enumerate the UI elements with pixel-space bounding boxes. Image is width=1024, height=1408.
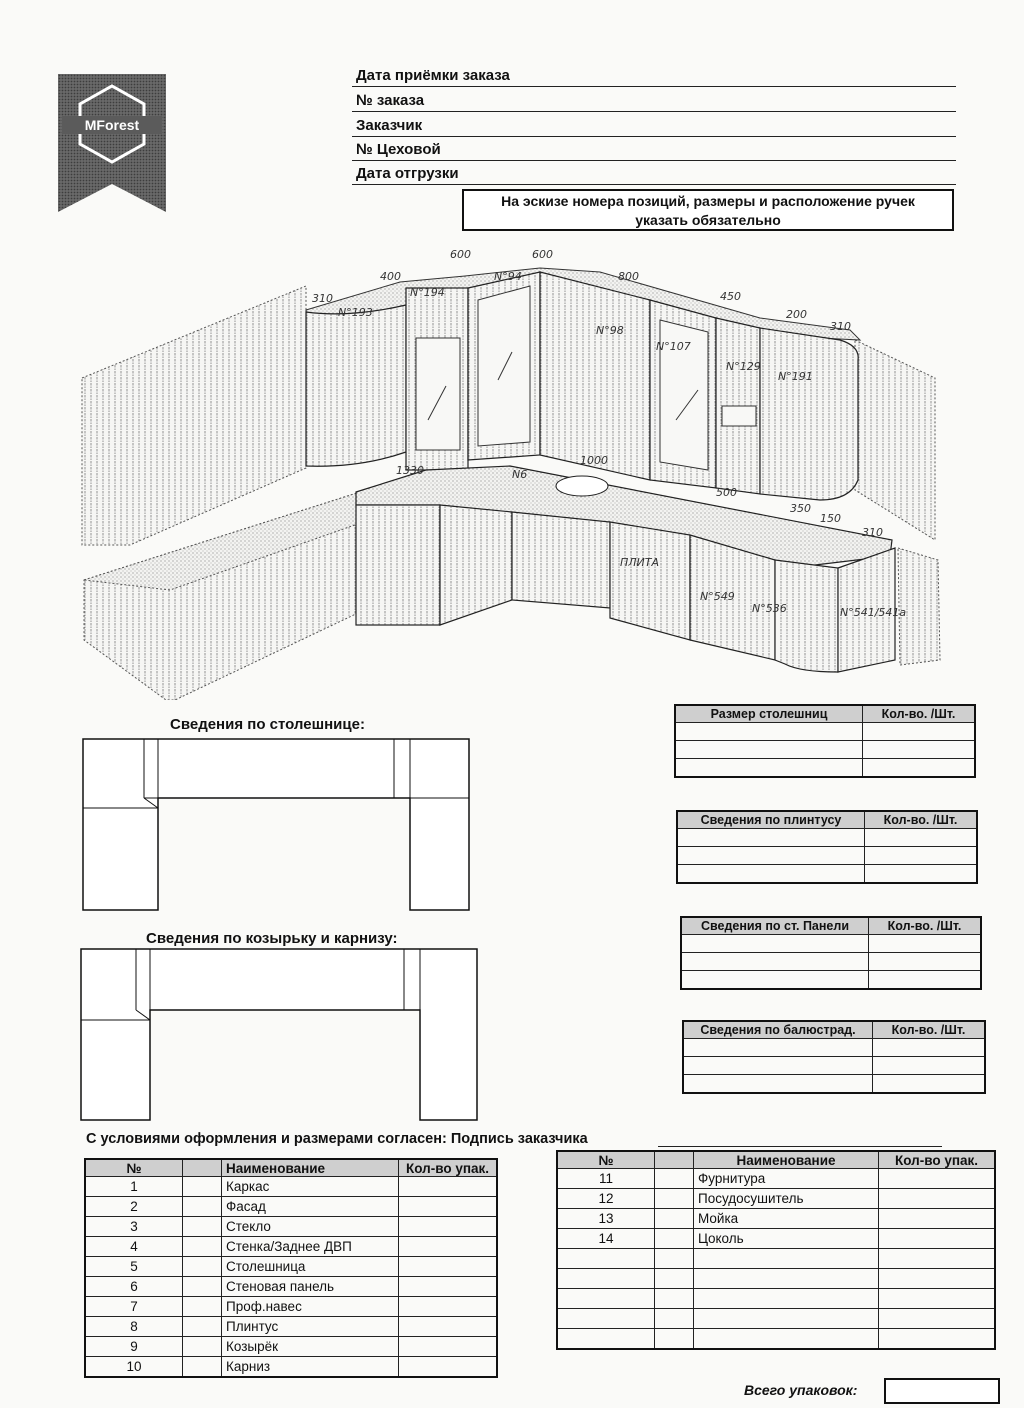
upper-corner-right (760, 328, 858, 500)
table-row (557, 1309, 995, 1329)
visor-diagram (80, 948, 480, 1122)
logo-text: MForest (84, 117, 140, 133)
upper-dim-label: 400 (380, 270, 401, 283)
lower-item-label: N6 (512, 468, 528, 481)
table-row: 12 Посудосушитель (557, 1189, 995, 1209)
wall-panel-table: Сведения по ст. Панели Кол-во. /Шт. (680, 916, 982, 990)
upper-dim-label: 200 (786, 308, 807, 321)
upper-dim-label: 800 (618, 270, 639, 283)
table-row: 6 Стеновая панель (85, 1277, 497, 1297)
upper-item-label: N°107 (656, 340, 691, 353)
lower-dim-label: 1000 (580, 454, 608, 467)
upper-dim-label: 450 (720, 290, 741, 303)
upper-item-label: N°129 (726, 360, 761, 373)
skirting-table: Сведения по плинтусу Кол-во. /Шт. (676, 810, 978, 884)
countertop-section-title: Сведения по столешнице: (170, 716, 365, 733)
customer-field[interactable]: Заказчик (352, 112, 956, 137)
sink (556, 476, 608, 496)
balustrade-table: Сведения по балюстрад. Кол-во. /Шт. (682, 1020, 986, 1094)
lower-dim-label: 1330 (396, 464, 424, 477)
upper-dim-label: 600 (450, 248, 471, 261)
table-row: 2 Фасад (85, 1197, 497, 1217)
table-row: 8 Плинтус (85, 1317, 497, 1337)
customer-signature-label: С условиями оформления и размерами согласен: Подпись заказчика (86, 1131, 588, 1147)
lower-dim-label: 500 (716, 486, 737, 499)
upper-dim-label: 310 (830, 320, 851, 333)
lower-dim-label: 150 (820, 512, 841, 525)
table-row (557, 1329, 995, 1350)
lower-dim-label: 350 (790, 502, 811, 515)
lower-dim-label: 310 (862, 526, 883, 539)
packages-table-right: № Наименование Кол-во упак. 11 Фурнитура 12 Посудосушитель 13 Мойка 14 Цоколь (556, 1150, 996, 1350)
customer-signature-line[interactable] (658, 1146, 942, 1147)
total-packages-label: Всего упаковок: (744, 1382, 858, 1398)
upper-item-label: N°94 (494, 270, 522, 283)
left-wall-upper-cabinets (82, 286, 306, 545)
workshop-number-field[interactable]: № Цеховой (352, 136, 956, 161)
lower-item-label: N°549 (700, 590, 735, 603)
lower-item-label: ПЛИТА (620, 556, 660, 569)
lower-item-label: N°536 (752, 602, 787, 615)
upper-item-label: N°194 (410, 286, 445, 299)
table-row: 13 Мойка (557, 1209, 995, 1229)
kitchen-sketch (0, 0, 1024, 700)
countertop-size-table: Размер столешниц Кол-во. /Шт. (674, 704, 976, 778)
table-row: 9 Козырёк (85, 1337, 497, 1357)
table-row: 1 Каркас (85, 1177, 497, 1197)
order-number-field[interactable]: № заказа (352, 87, 956, 112)
table-row: 7 Проф.навес (85, 1297, 497, 1317)
table-row: 14 Цоколь (557, 1229, 995, 1249)
countertop-diagram (82, 738, 472, 912)
table-row (557, 1269, 995, 1289)
table-row (557, 1249, 995, 1269)
order-receipt-date-field[interactable]: Дата приёмки заказа (352, 62, 956, 87)
table-row: 3 Стекло (85, 1217, 497, 1237)
upper-item-label: N°193 (338, 306, 373, 319)
total-packages-field[interactable] (884, 1378, 1000, 1404)
table-row: 11 Фурнитура (557, 1169, 995, 1189)
table-row: 4 Стенка/Заднее ДВП (85, 1237, 497, 1257)
table-row: 5 Столешница (85, 1257, 497, 1277)
lower-item-label: N°541/541а (840, 606, 907, 619)
table-row: 10 Карниз (85, 1357, 497, 1378)
upper-item-label: N°191 (778, 370, 813, 383)
table-row (557, 1289, 995, 1309)
upper-corner-left (306, 305, 406, 466)
visor-section-title: Сведения по козырьку и карнизу: (146, 930, 398, 947)
upper-item-label: N°98 (596, 324, 624, 337)
sketch-notice: На эскизе номера позиций, размеры и расположение ручек указать обязательно (462, 189, 954, 231)
shipping-date-field[interactable]: Дата отгрузки (352, 160, 956, 185)
upper-dim-label: 310 (312, 292, 333, 305)
packages-table-left: № Наименование Кол-во упак. 1 Каркас 2 Фасад 3 Стекло 4 Стенка/Заднее ДВП 5 Столешница 6 Стеновая панель 7 Проф.навес 8 Плинтус 9 Козырёк 10 Карниз (84, 1158, 498, 1378)
right-wall-upper-cabinets (855, 340, 935, 540)
upper-dim-label: 600 (532, 248, 553, 261)
